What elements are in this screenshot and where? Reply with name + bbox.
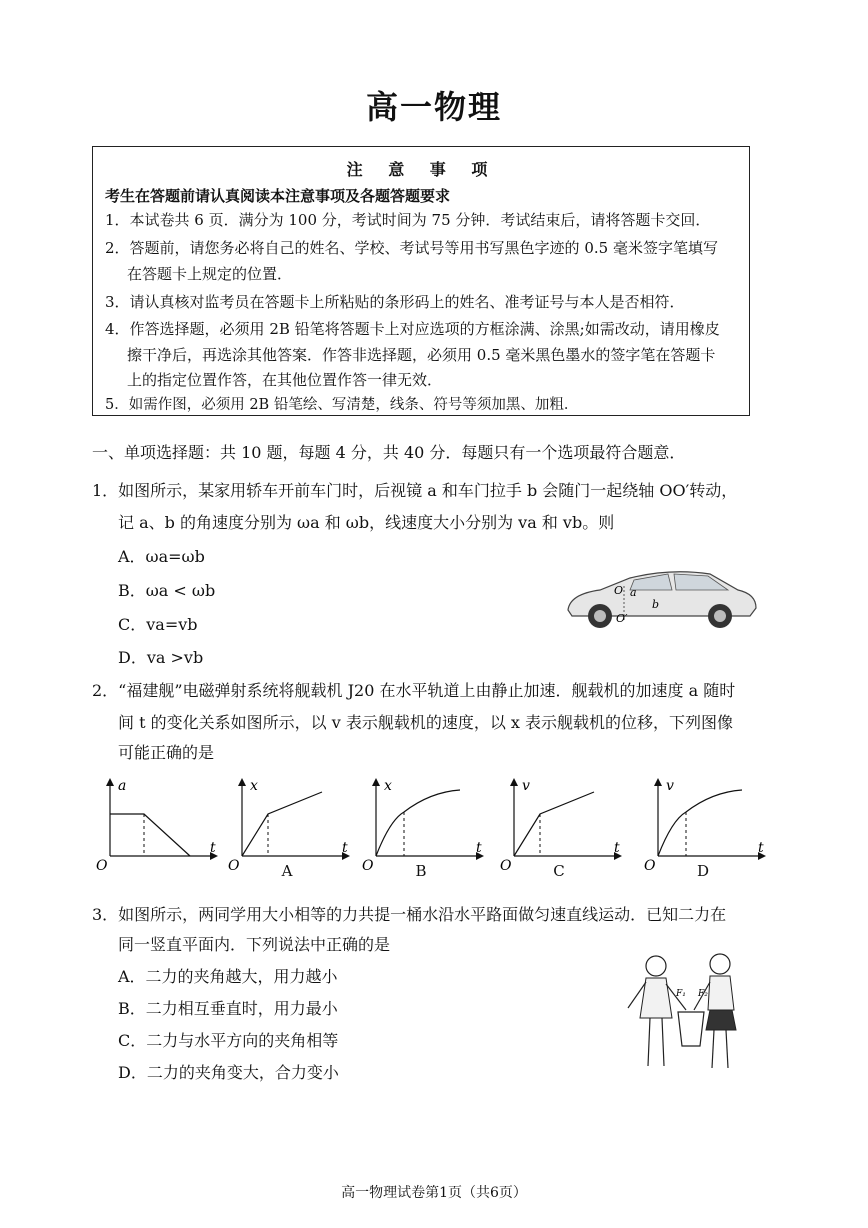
car-label-o: O bbox=[614, 584, 624, 597]
notice-box bbox=[92, 146, 750, 416]
graphC-origin: O bbox=[500, 858, 512, 874]
graphD-x-label: t bbox=[758, 840, 764, 856]
graph-a-t bbox=[94, 776, 224, 876]
q2-stem-line3: 可能正确的是 bbox=[118, 743, 215, 762]
graphA-x-label: t bbox=[342, 840, 348, 856]
q1-option-b: B．ωa < ωb bbox=[118, 581, 216, 600]
q3-stem-line1: 3．如图所示，两同学用大小相等的力共提一桶水沿水平路面做匀速直线运动．已知二力在 bbox=[92, 905, 727, 924]
graphD-caption: D bbox=[696, 862, 710, 880]
graphC-x-label: t bbox=[614, 840, 620, 856]
notice-line-1: 1．本试卷共 6 页．满分为 100 分，考试时间为 75 分钟．考试结束后，请将答题卡交回． bbox=[105, 211, 711, 229]
car-figure bbox=[560, 560, 760, 632]
graphB-y-label: x bbox=[384, 778, 392, 794]
graph-B bbox=[360, 776, 490, 876]
notice-line-4: 4．作答选择题，必须用 2B 铅笔将答题卡上对应选项的方框涂满、涂黑;如需改动，请用橡皮 bbox=[105, 320, 720, 338]
graphA-y-label: x bbox=[250, 778, 258, 794]
q1-option-a: A．ωa=ωb bbox=[118, 547, 205, 566]
graph0-origin: O bbox=[96, 858, 108, 874]
q3-option-b: B．二力相互垂直时，用力最小 bbox=[118, 999, 338, 1018]
notice-line-5: 5．如需作图，必须用 2B 铅笔绘、写清楚，线条、符号等须加黑、加粗． bbox=[105, 397, 579, 413]
q1-option-c: C．va=vb bbox=[118, 615, 198, 634]
graphC-caption: C bbox=[553, 862, 565, 880]
graphD-origin: O bbox=[644, 858, 656, 874]
notice-line-2b: 在答题卡上规定的位置． bbox=[127, 265, 293, 283]
q3-stem-line2: 同一竖直平面内．下列说法中正确的是 bbox=[118, 935, 391, 954]
graphC-y-label: v bbox=[522, 778, 530, 794]
notice-line-2: 2．答题前，请您务必将自己的姓名、学校、考试号等用书写黑色字迹的 0.5 毫米签字笔填写 bbox=[105, 239, 718, 257]
q3-option-a: A．二力的夹角越大，用力越小 bbox=[118, 967, 338, 986]
graph-A bbox=[226, 776, 356, 876]
graphA-origin: O bbox=[228, 858, 240, 874]
graph-D bbox=[642, 776, 772, 876]
force-label-f2: F₂ bbox=[698, 989, 708, 999]
notice-line-4c: 上的指定位置作答，在其他位置作答一律无效． bbox=[127, 371, 443, 389]
graphB-x-label: t bbox=[476, 840, 482, 856]
force-label-f1: F₁ bbox=[676, 989, 686, 999]
page-title: 高一物理 bbox=[365, 88, 502, 126]
q2-stem-line1: 2．“福建舰”电磁弹射系统将舰载机 J20 在水平轨道上由静止加速．舰载机的加速度 a 随时 bbox=[92, 681, 736, 700]
page-footer: 高一物理试卷第1页（共6页） bbox=[341, 1185, 527, 1201]
graph0-x-label: t bbox=[210, 840, 216, 856]
section-heading: 一、单项选择题：共 10 题，每题 4 分，共 40 分．每题只有一个选项最符合题意． bbox=[92, 443, 686, 462]
notice-line-4b: 擦干净后，再选涂其他答案．作答非选择题，必须用 0.5 毫米黑色墨水的签字笔在答题卡 bbox=[127, 346, 716, 364]
graphA-caption: A bbox=[281, 862, 293, 880]
graph0-y-label: a bbox=[118, 778, 127, 794]
q1-stem-line1: 1．如图所示，某家用轿车开前车门时，后视镜 a 和车门拉手 b 会随门一起绕轴 OO′转动， bbox=[92, 481, 738, 500]
graphB-origin: O bbox=[362, 858, 374, 874]
notice-subheading: 考生在答题前请认真阅读本注意事项及各题答题要求 bbox=[105, 187, 451, 205]
q3-option-d: D．二力的夹角变大，合力变小 bbox=[118, 1063, 339, 1082]
notice-heading: 注 意 事 项 bbox=[346, 160, 498, 179]
q2-stem-line2: 间 t 的变化关系如图所示，以 v 表示舰载机的速度，以 x 表示舰载机的位移，下列图像 bbox=[118, 713, 734, 732]
q1-stem-line2: 记 a、b 的角速度分别为 ωa 和 ωb，线速度大小分别为 va 和 vb。则 bbox=[118, 513, 615, 532]
car-label-o-prime: O′ bbox=[616, 612, 628, 625]
graphD-y-label: v bbox=[666, 778, 674, 794]
q1-option-d: D．va >vb bbox=[118, 648, 204, 667]
car-label-b: b bbox=[652, 598, 660, 611]
students-bucket-figure bbox=[620, 948, 756, 1078]
car-label-a: a bbox=[630, 586, 637, 599]
graphB-caption: B bbox=[415, 862, 427, 880]
notice-line-3: 3．请认真核对监考员在答题卡上所粘贴的条形码上的姓名、准考证号与本人是否相符． bbox=[105, 293, 685, 311]
graph-C bbox=[498, 776, 628, 876]
q3-option-c: C．二力与水平方向的夹角相等 bbox=[118, 1031, 339, 1050]
